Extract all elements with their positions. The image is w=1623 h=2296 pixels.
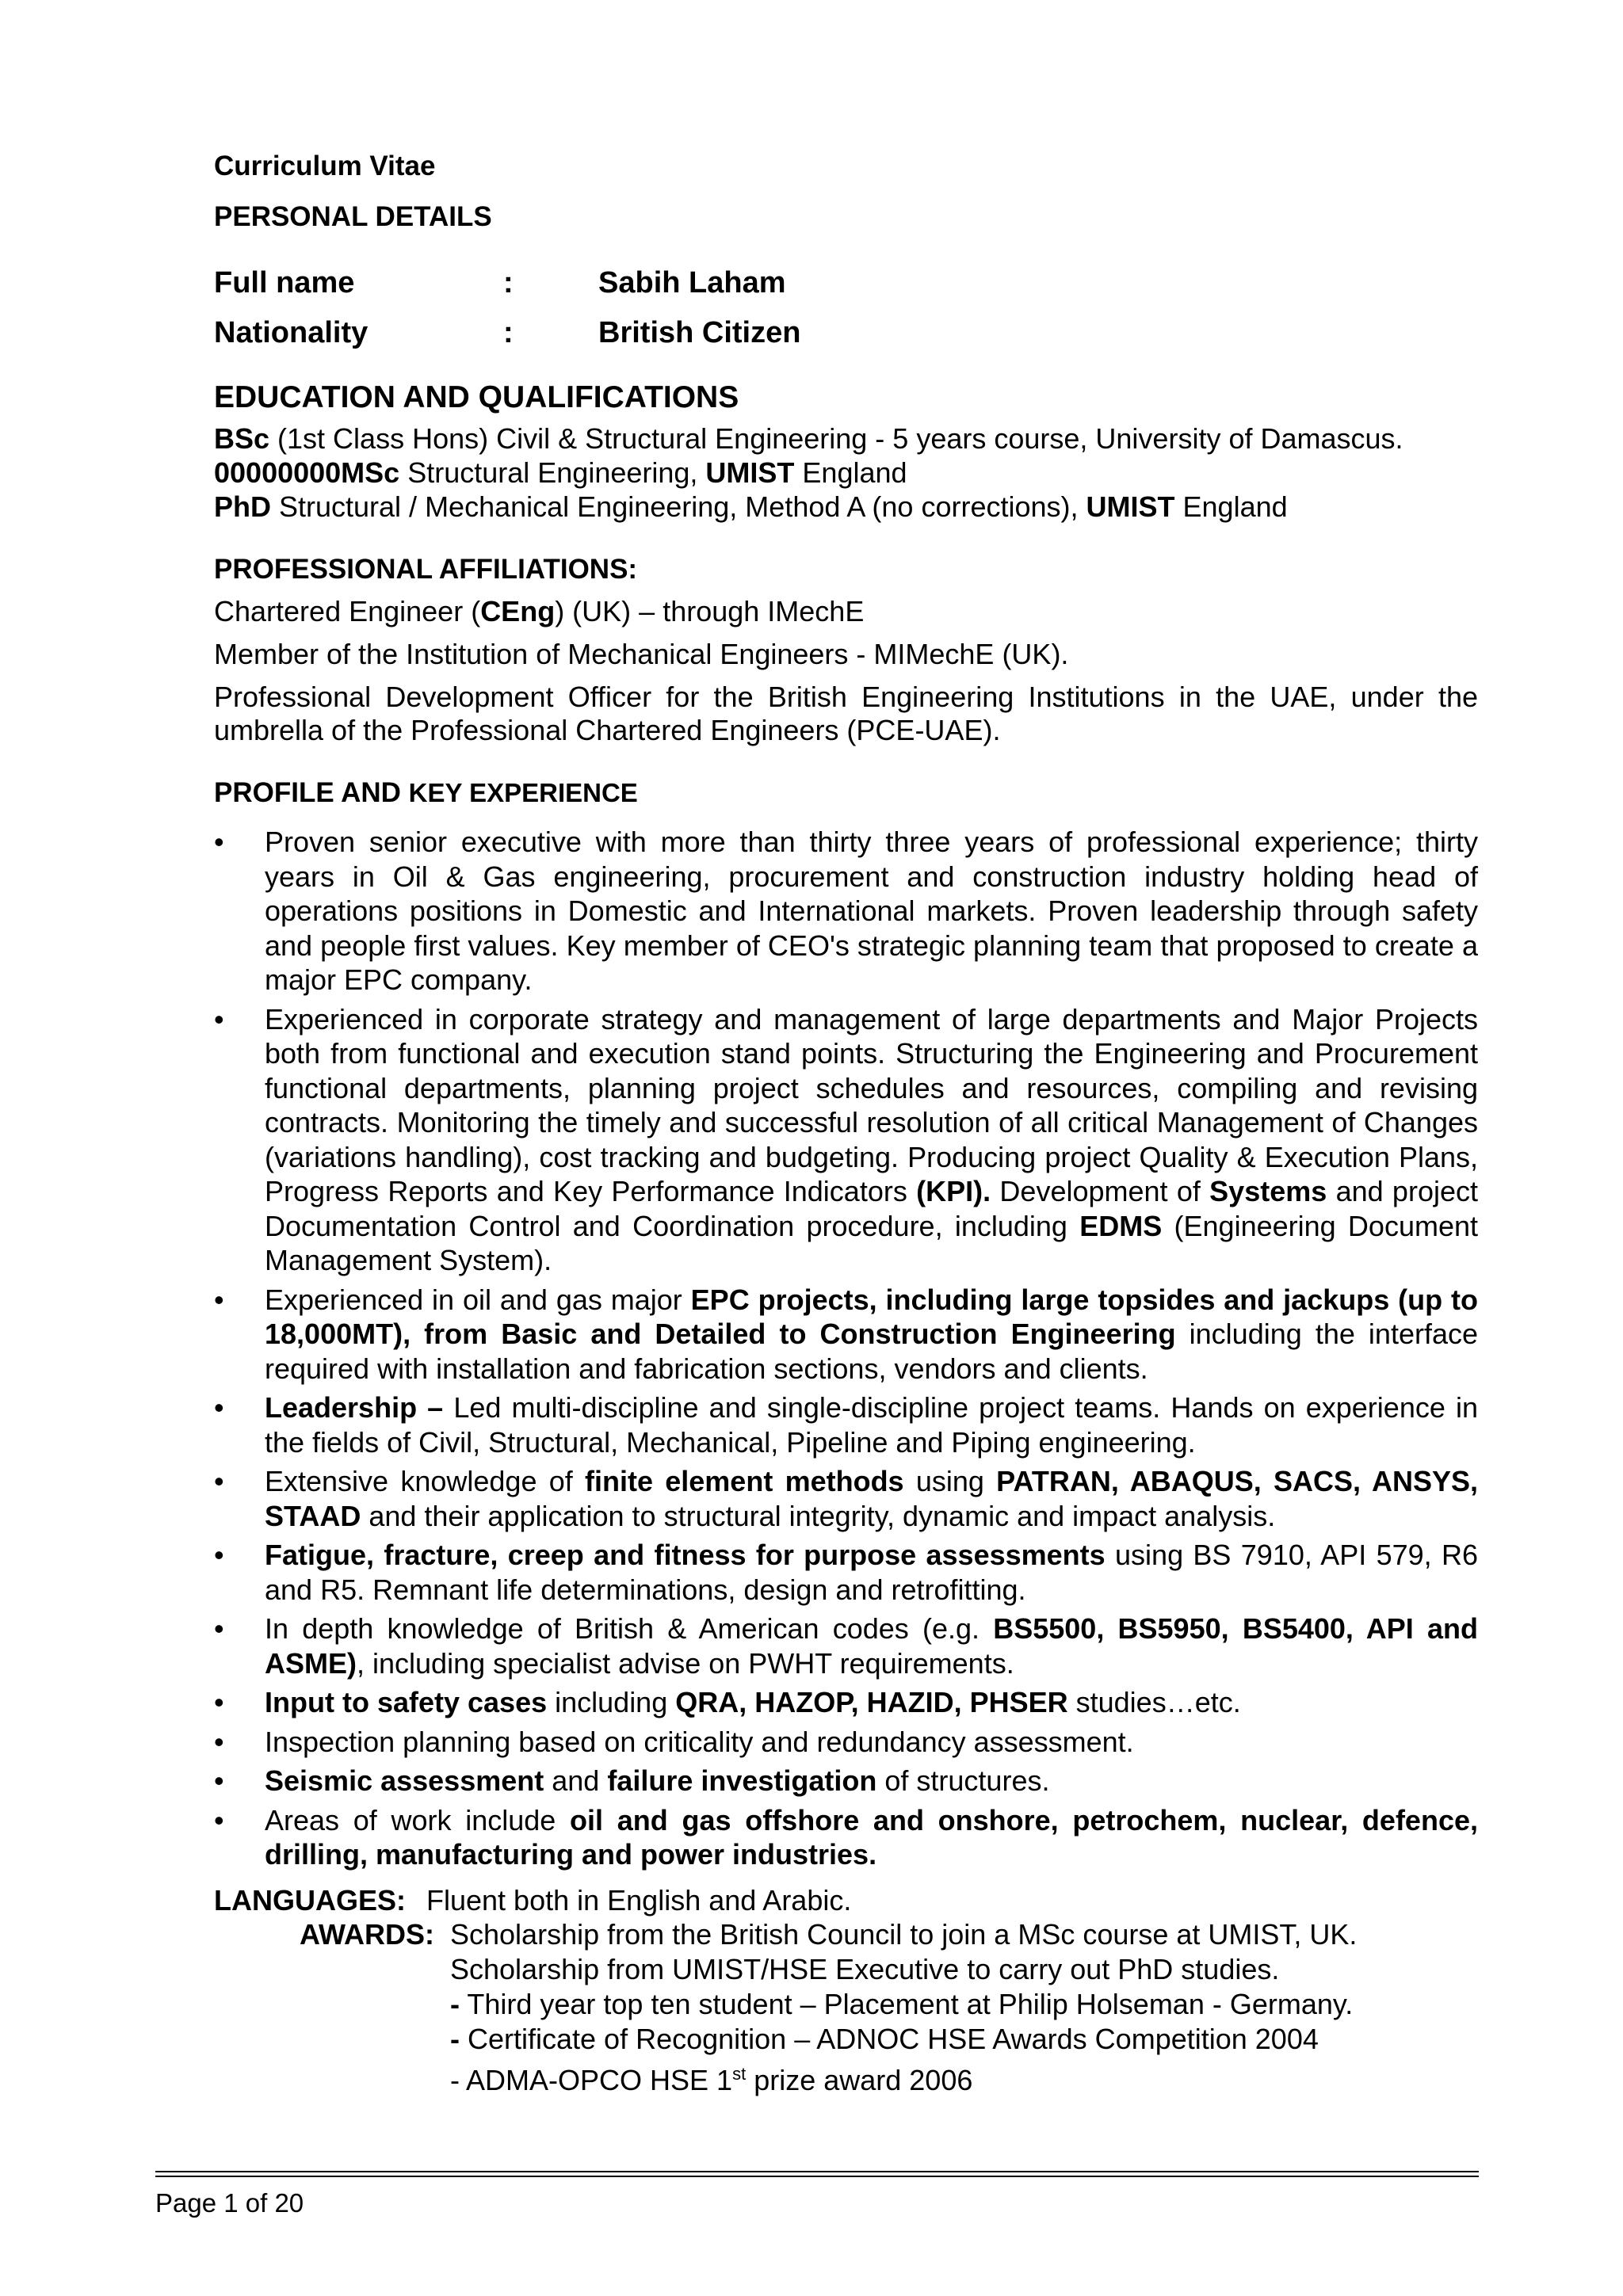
text: Extensive knowledge of bbox=[265, 1465, 585, 1497]
text-bold: finite element methods bbox=[585, 1465, 904, 1497]
profile-heading bbox=[214, 777, 1478, 809]
education-bsc bbox=[214, 421, 1478, 456]
languages-text: Fluent both in English and Arabic. bbox=[426, 1883, 852, 1917]
text-bold: EDMS bbox=[1079, 1209, 1163, 1242]
text: Experienced in oil and gas major bbox=[265, 1283, 691, 1316]
superscript: st bbox=[732, 2063, 747, 2084]
page-number: Page 1 of 20 bbox=[155, 2188, 304, 2218]
text: and bbox=[544, 1764, 608, 1797]
award-row: Scholarship from UMIST/HSE Executive to carry out PhD studies. bbox=[450, 1952, 1280, 1985]
award-text: Certificate of Recognition – ADNOC HSE Awards Competition 2004 bbox=[460, 2022, 1319, 2055]
text: (Engineering Document Management System). bbox=[265, 1209, 1479, 1276]
document-title: Curriculum Vitae bbox=[214, 151, 436, 181]
text-bold: failure investigation bbox=[607, 1764, 877, 1797]
education-phd bbox=[214, 490, 1478, 524]
award-text: - ADMA-OPCO HSE 1 bbox=[450, 2063, 733, 2096]
text: Experienced in corporate strategy and management of large departments and Major Projects both from functional and execution stand points. Structuring the Engineering and Procurement functional departments, planning project schedules and resources, compiling and revising contracts. Monitoring the timely and successful resolution of all critical Management of Changes (variations handling), cost tracking and budgeting. Producing project Quality & Execution Plans, Progress Reports and Key Performance Indicators bbox=[265, 1002, 1478, 1207]
affiliation-pce-uae: Professional Development Officer for the British Engineering Institutions in the UAE, under the umbrella of the Professional Chartered Engineers (PCE-UAE). bbox=[214, 681, 1478, 746]
text-bold: (KPI). bbox=[916, 1175, 991, 1207]
text: studies…etc. bbox=[1067, 1686, 1241, 1718]
field-separator: : bbox=[503, 316, 514, 349]
field-separator: : bbox=[503, 266, 514, 299]
personal-row-nationality bbox=[214, 316, 1478, 350]
text-bold: Systems bbox=[1209, 1175, 1327, 1207]
award-row bbox=[450, 2057, 1478, 2098]
education-msc bbox=[214, 456, 1478, 490]
text: Chartered Engineer ( bbox=[214, 595, 481, 627]
text: and their application to structural integrity, dynamic and impact analysis. bbox=[361, 1499, 1276, 1532]
personal-details-heading: PERSONAL DETAILS bbox=[214, 201, 492, 232]
text-bold: Fatigue, fracture, creep and fitness for purpose assessments bbox=[265, 1539, 1106, 1571]
languages-line bbox=[214, 1883, 1478, 1917]
languages-label: LANGUAGES: bbox=[214, 1883, 406, 1917]
text: Proven senior executive with more than thirty three years of professional experience; thirty years in Oil & Gas engineering, procurement and construction industry holding head of operations positions in Domestic and International markets. Proven leadership through safety and people first values. Key member of CEO's strategic planning team that proposed to create a major EPC company. bbox=[265, 826, 1478, 996]
institution: UMIST bbox=[705, 456, 795, 489]
award-row bbox=[450, 2022, 1478, 2057]
award-text: Scholarship from the British Council to join a MSc course at UMIST, UK. bbox=[450, 1917, 1358, 1951]
country: England bbox=[1174, 490, 1288, 523]
experience-list bbox=[214, 825, 1478, 1872]
text: of structures. bbox=[876, 1764, 1050, 1797]
footer-rule bbox=[155, 2171, 1479, 2172]
award-text: prize award 2006 bbox=[746, 2063, 973, 2096]
degree: BSc bbox=[214, 422, 270, 455]
country: England bbox=[794, 456, 907, 489]
awards-block bbox=[300, 1917, 1478, 2098]
text-bold: CEng bbox=[480, 595, 556, 627]
affiliations-heading: PROFESSIONAL AFFILIATIONS: bbox=[214, 554, 638, 585]
text: using bbox=[903, 1465, 997, 1497]
list-item bbox=[214, 1725, 1478, 1760]
degree-detail: Structural / Mechanical Engineering, Method A (no corrections), bbox=[271, 490, 1086, 523]
awards-label: AWARDS: bbox=[300, 1917, 434, 1951]
list-item bbox=[214, 825, 1478, 997]
text: including the interface required with installation and fabrication sections, vendors and clients. bbox=[265, 1318, 1478, 1385]
heading-part: PROFILE AND bbox=[214, 777, 409, 808]
institution: UMIST bbox=[1086, 490, 1175, 523]
text: including bbox=[547, 1686, 676, 1718]
award-row bbox=[450, 1987, 1478, 2022]
footer-rule bbox=[155, 2176, 1479, 2177]
text-bold: oil and gas offshore and onshore, petrochem, nuclear, defence, drilling, manufacturing and power industries. bbox=[265, 1803, 1478, 1871]
degree: PhD bbox=[214, 490, 271, 523]
text: In depth knowledge of British & American codes (e.g. bbox=[265, 1612, 994, 1645]
text: using BS 7910, API 579, R6 and R5. Remnant life determinations, design and retrofitting. bbox=[265, 1539, 1479, 1606]
text: , including specialist advise on PWHT requirements. bbox=[357, 1646, 1014, 1680]
text: Areas of work include bbox=[265, 1803, 571, 1836]
personal-row-name bbox=[214, 266, 1478, 300]
list-item bbox=[214, 1611, 1478, 1680]
affiliation-ceng bbox=[214, 595, 1478, 628]
degree-detail: Structural Engineering, bbox=[399, 456, 706, 489]
field-label: Full name bbox=[214, 266, 355, 299]
award-row bbox=[300, 1917, 1478, 1952]
list-item bbox=[214, 1002, 1478, 1278]
heading-part: KEY EXPERIENCE bbox=[408, 778, 638, 807]
affiliation-imeche: Member of the Institution of Mechanical Engineers - MIMechE (UK). bbox=[214, 638, 1069, 670]
text-bold: Seismic assessment bbox=[265, 1764, 544, 1797]
cv-page bbox=[214, 151, 1478, 2098]
degree: 00000000MSc bbox=[214, 456, 400, 489]
list-item bbox=[214, 1283, 1478, 1386]
dash: - bbox=[450, 2022, 460, 2055]
text: Development of bbox=[991, 1175, 1210, 1207]
text-bold: Input to safety cases bbox=[265, 1686, 548, 1718]
text-bold: QRA, HAZOP, HAZID, PHSER bbox=[675, 1686, 1068, 1718]
list-item bbox=[214, 1803, 1478, 1872]
field-value: Sabih Laham bbox=[598, 266, 786, 299]
award-text: Third year top ten student – Placement at Philip Holseman - Germany. bbox=[460, 1987, 1354, 2020]
dash: - bbox=[450, 1987, 460, 2020]
text-bold: Leadership – bbox=[265, 1391, 444, 1424]
text: Led multi-discipline and single-discipline project teams. Hands on experience in the fields of Civil, Structural, Mechanical, Pipeline and Piping engineering. bbox=[265, 1391, 1478, 1459]
text-bold: EPC projects, including large topsides and jackups (up to 18,000MT), from Basic and Detailed to Construction Engineering bbox=[265, 1283, 1478, 1350]
text-bold: PATRAN, ABAQUS, SACS, ANSYS, STAAD bbox=[265, 1465, 1478, 1532]
list-item bbox=[214, 1685, 1478, 1720]
text: and project Documentation Control and Coordination procedure, including bbox=[265, 1175, 1478, 1242]
education-heading: EDUCATION AND QUALIFICATIONS bbox=[214, 380, 739, 414]
list-item bbox=[214, 1390, 1478, 1459]
list-item bbox=[214, 1538, 1478, 1607]
text: Inspection planning based on criticality and redundancy assessment. bbox=[265, 1725, 1134, 1758]
list-item bbox=[214, 1764, 1478, 1798]
field-value: British Citizen bbox=[598, 316, 801, 349]
list-item bbox=[214, 1464, 1478, 1533]
field-label: Nationality bbox=[214, 316, 369, 349]
text: ) (UK) – through IMechE bbox=[555, 595, 865, 627]
degree-detail: (1st Class Hons) Civil & Structural Engineering - 5 years course, University of Damascus. bbox=[269, 422, 1403, 455]
text-bold: BS5500, BS5950, BS5400, API and ASME) bbox=[265, 1612, 1478, 1680]
